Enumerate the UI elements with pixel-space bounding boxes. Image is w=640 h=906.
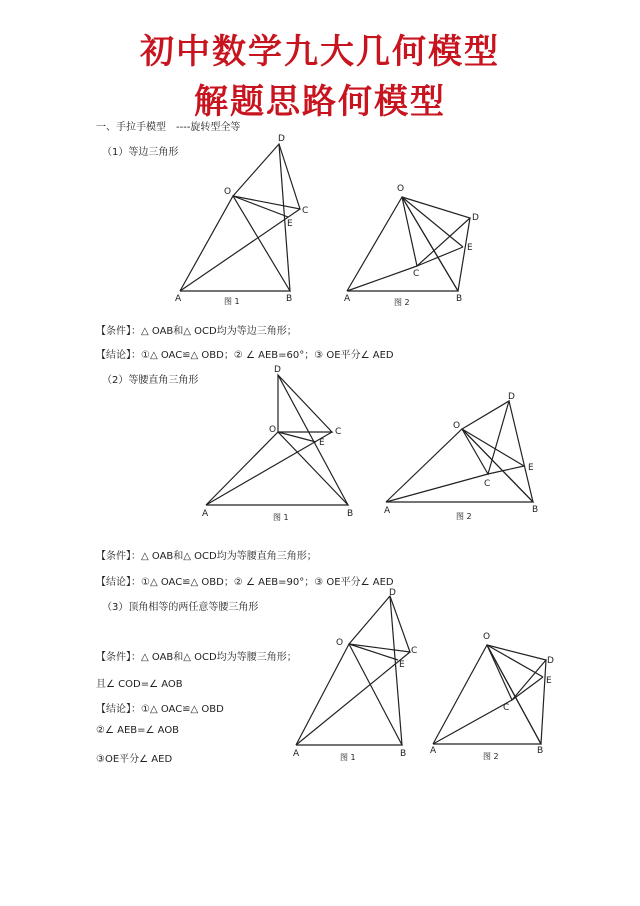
case1-condition: 【条件】：△ OAB和△ OCD均为等边三角形；: [96, 326, 297, 337]
triangle-ocd: [349, 596, 410, 652]
page-title: 初中数学九大几何模型: [140, 32, 500, 72]
label-o: O: [224, 187, 232, 197]
case3-conclusion1: 【结论】：①△ OAC≌△ OBD: [96, 704, 224, 715]
label-c: C: [484, 479, 491, 489]
label-o: O: [453, 421, 461, 431]
case2-condition: 【条件】：△ OAB和△ OCD均为等腰直角三角形；: [96, 551, 317, 562]
label-b: B: [456, 294, 463, 304]
label-c: C: [335, 427, 342, 437]
label-c: C: [411, 646, 418, 656]
triangle-ocd: [487, 645, 546, 700]
label-o: O: [269, 425, 277, 435]
case3-condition2: 且∠ COD=∠ AOB: [96, 679, 183, 690]
label-e: E: [399, 660, 405, 670]
label-b: B: [400, 749, 407, 759]
case1-fig1-diagram: [175, 134, 308, 306]
case1-conclusion: 【结论】：①△ OAC≌△ OBD；② ∠ AEB=60°；③ OE平分∠ AED: [96, 350, 394, 361]
case3-fig2-diagram: [430, 632, 554, 761]
label-d: D: [278, 134, 285, 144]
label-c: C: [413, 269, 420, 279]
triangle-ocd: [402, 197, 470, 266]
case2-heading: （2）等腰直角三角形: [102, 375, 199, 386]
label-b: B: [347, 509, 354, 519]
triangle-oab: [296, 644, 402, 745]
label-b: B: [286, 294, 293, 304]
label-e: E: [467, 243, 473, 253]
case2-fig1-diagram: [202, 365, 353, 522]
label-e: E: [287, 219, 293, 229]
triangle-oab: [206, 432, 348, 505]
case3-heading: （3）顶角相等的两任意等腰三角形: [102, 602, 259, 613]
case3-conclusion2: ②∠ AEB=∠ AOB: [96, 725, 180, 736]
page-subtitle: 解题思路何模型: [194, 82, 446, 122]
segment-ce: [488, 466, 524, 474]
segment-ac: [347, 266, 420, 291]
label-c: C: [503, 703, 510, 713]
label-a: A: [430, 746, 437, 756]
segment-bd: [458, 218, 470, 291]
label-d: D: [274, 365, 281, 375]
segment-oe: [278, 432, 316, 442]
label-c: C: [302, 206, 309, 216]
triangle-ocd: [278, 375, 332, 432]
triangle-oab: [386, 429, 533, 502]
triangle-oab: [433, 645, 541, 744]
label-e: E: [319, 438, 325, 448]
segment-ce: [417, 247, 463, 266]
case2-fig2-caption: 图 2: [456, 512, 472, 521]
label-b: B: [537, 746, 544, 756]
segment-bd: [390, 596, 402, 745]
segment-ce: [512, 677, 543, 700]
segment-bd: [278, 375, 348, 505]
label-e: E: [528, 463, 534, 473]
label-a: A: [202, 509, 209, 519]
case1-fig2-diagram: [344, 184, 479, 307]
segment-ac: [296, 652, 410, 745]
label-d: D: [472, 213, 479, 223]
case3-conclusion3: ③OE平分∠ AED: [96, 754, 173, 765]
case1-fig2-caption: 图 2: [394, 298, 410, 307]
label-a: A: [293, 749, 300, 759]
case2-fig2-diagram: [384, 392, 538, 521]
triangle-ocd: [462, 401, 509, 474]
label-d: D: [547, 656, 554, 666]
case3-fig1-caption: 图 1: [340, 753, 356, 762]
label-o: O: [397, 184, 405, 194]
label-a: A: [344, 294, 351, 304]
label-d: D: [389, 588, 396, 598]
triangle-oab: [180, 196, 290, 291]
label-a: A: [175, 294, 182, 304]
case2-conclusion: 【结论】：①△ OAC≌△ OBD；② ∠ AEB=90°；③ OE平分∠ AED: [96, 577, 394, 588]
label-a: A: [384, 506, 391, 516]
segment-bd: [509, 401, 533, 502]
section-heading: 一、手拉手模型 ----旋转型全等: [96, 122, 241, 133]
label-d: D: [508, 392, 515, 402]
case3-condition: 【条件】：△ OAB和△ OCD均为等腰三角形；: [96, 652, 297, 663]
case2-fig1-caption: 图 1: [273, 513, 289, 522]
case1-fig1-caption: 图 1: [224, 297, 240, 306]
case1-heading: （1）等边三角形: [102, 147, 179, 158]
segment-oe: [233, 196, 288, 217]
segment-bd: [541, 660, 546, 744]
label-e: E: [546, 676, 552, 686]
case3-fig2-caption: 图 2: [483, 752, 499, 761]
label-o: O: [336, 638, 344, 648]
label-o: O: [483, 632, 491, 642]
case3-fig1-diagram: [293, 588, 417, 762]
label-b: B: [532, 505, 539, 515]
